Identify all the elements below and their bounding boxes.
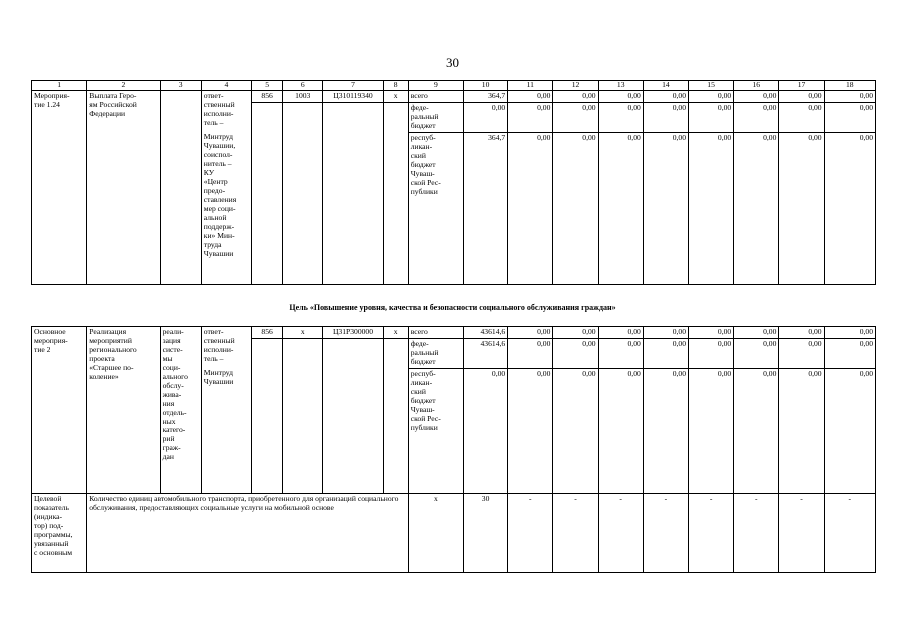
- measure-goal-cell: [160, 91, 201, 285]
- column-number-cell: 3: [160, 81, 201, 91]
- responsible-cell: ответ- ственный исполни- тель –: [201, 327, 251, 369]
- value-cell: 0,00: [598, 327, 643, 339]
- column-number-cell: 7: [323, 81, 383, 91]
- value-cell: 0,00: [734, 102, 779, 132]
- responsible-cell-cont: Минтруд Чувашии: [201, 368, 251, 494]
- column-number-cell: 4: [201, 81, 251, 91]
- column-number-cell: 9: [408, 81, 463, 91]
- value-cell: 0,00: [734, 368, 779, 494]
- measure-title-cell: Выплата Геро- ям Российской Федерации: [87, 91, 160, 285]
- measure-name-cell: Основное мероприя- тие 2: [32, 327, 87, 494]
- column-number-cell: 11: [508, 81, 553, 91]
- value-cell: 0,00: [824, 132, 875, 285]
- indicator-row: [32, 494, 876, 573]
- value-cell: 364,7: [463, 132, 507, 285]
- column-number-cell: 15: [689, 81, 734, 91]
- column-number-cell: 6: [283, 81, 323, 91]
- empty-code-cell: [323, 338, 383, 493]
- indicator-value-cell: 30: [463, 494, 507, 573]
- code-csr-cell: Ц310119340: [323, 91, 383, 103]
- value-cell: 0,00: [824, 327, 875, 339]
- responsible-cell-cont: Минтруд Чувашии, соиспол- нитель – КУ «Центр предо- ставления мер соци- альной поддерж- ки» Мин- труда Чувашии: [201, 132, 251, 285]
- code-grbs-cell: 856: [252, 327, 283, 339]
- value-cell: 0,00: [689, 91, 734, 103]
- column-number-cell: 2: [87, 81, 160, 91]
- value-cell: 0,00: [508, 132, 553, 285]
- goal-heading: Цель «Повышение уровня, качества и безопасности социального обслуживания граждан»: [289, 303, 616, 312]
- indicator-text-cell: Количество единиц автомобильного транспорта, приобретенного для организаций социального обслуживания, предоставляющих социальные услуги на мобильной основе: [87, 494, 408, 573]
- indicator-value-cell: -: [508, 494, 553, 573]
- code-rzpr-cell: 1003: [283, 91, 323, 103]
- value-cell: 43614,6: [463, 338, 507, 368]
- empty-code-cell: [323, 102, 383, 284]
- value-cell: 0,00: [553, 368, 598, 494]
- column-number-cell: 16: [734, 81, 779, 91]
- empty-code-cell: [252, 338, 283, 493]
- value-cell: 0,00: [734, 338, 779, 368]
- value-cell: 0,00: [553, 102, 598, 132]
- value-cell: 0,00: [779, 102, 824, 132]
- code-vr-cell: x: [383, 91, 408, 103]
- value-cell: 0,00: [734, 327, 779, 339]
- column-number-cell: 5: [252, 81, 283, 91]
- value-cell: 0,00: [553, 338, 598, 368]
- value-cell: 0,00: [508, 368, 553, 494]
- value-cell: 0,00: [508, 91, 553, 103]
- source-cell: феде- ральный бюджет: [408, 102, 463, 132]
- value-cell: 0,00: [689, 132, 734, 285]
- value-cell: 0,00: [689, 327, 734, 339]
- code-vr-cell: x: [383, 327, 408, 339]
- empty-code-cell: [383, 338, 408, 493]
- value-cell: 0,00: [824, 102, 875, 132]
- value-cell: 0,00: [689, 102, 734, 132]
- value-cell: 0,00: [643, 338, 688, 368]
- value-cell: 0,00: [824, 338, 875, 368]
- value-cell: 43614,6: [463, 327, 507, 339]
- value-cell: 0,00: [598, 102, 643, 132]
- indicator-unit-cell: x: [408, 494, 463, 573]
- column-number-cell: 8: [383, 81, 408, 91]
- column-number-cell: 13: [598, 81, 643, 91]
- indicator-value-cell: -: [734, 494, 779, 573]
- table-row: [32, 91, 876, 103]
- code-grbs-cell: 856: [252, 91, 283, 103]
- source-cell: всего: [408, 327, 463, 339]
- value-cell: 0,00: [643, 368, 688, 494]
- value-cell: 0,00: [734, 132, 779, 285]
- column-number-cell: 17: [779, 81, 824, 91]
- indicator-value-cell: -: [643, 494, 688, 573]
- value-cell: 0,00: [553, 91, 598, 103]
- value-cell: 0,00: [643, 327, 688, 339]
- value-cell: 0,00: [508, 102, 553, 132]
- value-cell: 0,00: [598, 368, 643, 494]
- budget-table-lower: [31, 326, 876, 573]
- indicator-value-cell: -: [824, 494, 875, 573]
- value-cell: 0,00: [508, 327, 553, 339]
- value-cell: 0,00: [598, 338, 643, 368]
- measure-name-cell: Мероприя- тие 1.24: [32, 91, 87, 285]
- budget-table-upper: [31, 80, 876, 285]
- indicator-value-cell: -: [598, 494, 643, 573]
- value-cell: 0,00: [734, 91, 779, 103]
- value-cell: 0,00: [643, 91, 688, 103]
- table-row: [32, 327, 876, 339]
- source-cell: респуб- ликан- ский бюджет Чуваш- ской Рес- публики: [408, 368, 463, 494]
- page-number: 30: [446, 55, 459, 70]
- value-cell: 0,00: [779, 132, 824, 285]
- value-cell: 0,00: [598, 91, 643, 103]
- value-cell: 0,00: [598, 132, 643, 285]
- responsible-cell: ответ- ственный исполни- тель –: [201, 91, 251, 133]
- value-cell: 0,00: [508, 338, 553, 368]
- measure-title-cell: Реализация мероприятий регионального проекта «Старшее по- коление»: [87, 327, 160, 494]
- value-cell: 0,00: [689, 338, 734, 368]
- source-cell: респуб- ликан- ский бюджет Чуваш- ской Рес- публики: [408, 132, 463, 285]
- empty-code-cell: [283, 102, 323, 284]
- value-cell: 0,00: [463, 102, 507, 132]
- empty-code-cell: [383, 102, 408, 284]
- measure-goal-cell: реали- зация систе- мы соци- ального обслу- жива- ния отдель- ных катего- рий граж- дан: [160, 327, 201, 494]
- column-number-row: [32, 81, 876, 91]
- value-cell: 0,00: [689, 368, 734, 494]
- code-csr-cell: Ц31Р300000: [323, 327, 383, 339]
- empty-code-cell: [252, 102, 283, 284]
- empty-code-cell: [283, 338, 323, 493]
- indicator-value-cell: -: [553, 494, 598, 573]
- value-cell: 0,00: [779, 327, 824, 339]
- value-cell: 0,00: [463, 368, 507, 494]
- column-number-cell: 1: [32, 81, 87, 91]
- value-cell: 0,00: [553, 132, 598, 285]
- source-cell: феде- ральный бюджет: [408, 338, 463, 368]
- column-number-cell: 18: [824, 81, 875, 91]
- value-cell: 0,00: [824, 91, 875, 103]
- value-cell: 0,00: [779, 338, 824, 368]
- value-cell: 0,00: [553, 327, 598, 339]
- column-number-cell: 12: [553, 81, 598, 91]
- value-cell: 0,00: [779, 91, 824, 103]
- indicator-value-cell: -: [779, 494, 824, 573]
- value-cell: 0,00: [779, 368, 824, 494]
- value-cell: 0,00: [824, 368, 875, 494]
- code-rzpr-cell: x: [283, 327, 323, 339]
- column-number-cell: 10: [463, 81, 507, 91]
- indicator-label-cell: Целевой показатель (индика- тор) под- программы, увязанный с основным: [32, 494, 87, 573]
- value-cell: 364,7: [463, 91, 507, 103]
- indicator-value-cell: -: [689, 494, 734, 573]
- source-cell: всего: [408, 91, 463, 103]
- value-cell: 0,00: [643, 132, 688, 285]
- value-cell: 0,00: [643, 102, 688, 132]
- column-number-cell: 14: [643, 81, 688, 91]
